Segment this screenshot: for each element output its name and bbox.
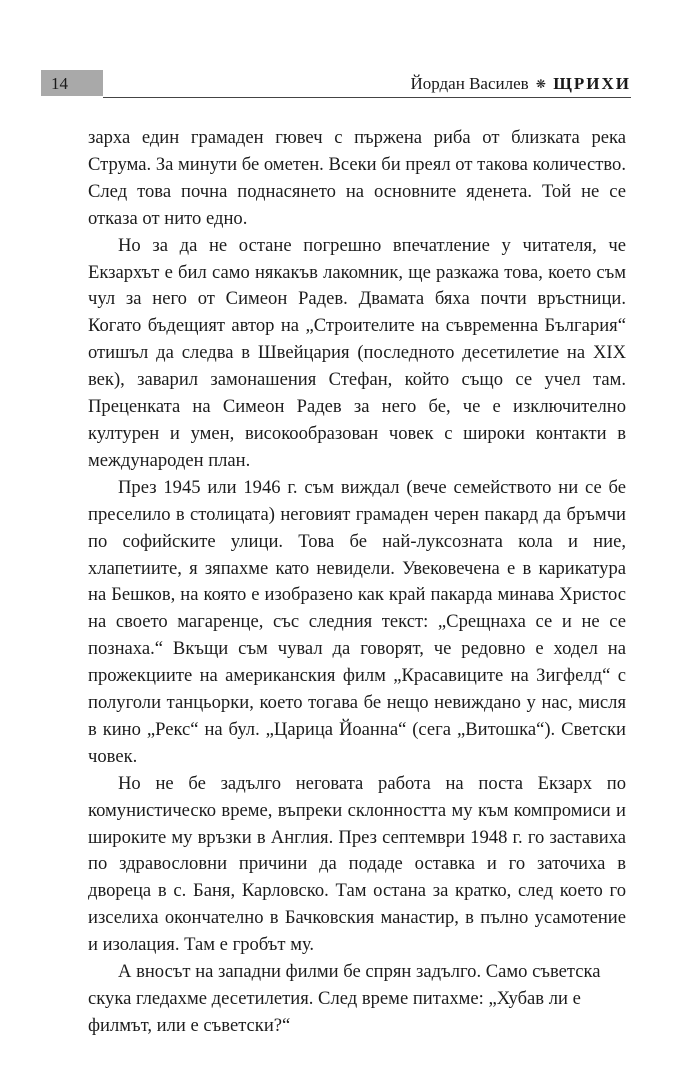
paragraph: Но за да не остане погрешно впечатление у читателя, че Екзархът е бил само някакъв лакомник, ще разкажа това, което съм чул за него от Симеон Радев. Двамата бяха почти връстници. Когато бъдещият автор на „Строителите на съвременна България“ отишъл да следва в Швейцария (последното десетилетие на XIX век), заварил замонашения Стефан, който също се учел там. Преценката на Симеон Радев за него бе, че е изключително културен и умен, високообразован човек с широки контакти в международен план. — [88, 234, 626, 471]
ornament-separator-icon: ❋ — [535, 77, 546, 91]
paragraph: Но не бе задълго неговата работа на поста Екзарх по комунистическо време, въпреки склонността му към компромиси и широките му връзки в Англия. През септември 1948 г. го заставиха по здравословни причини да подаде оставка и го заточиха в двореца в с. Баня, Карловско. Там остана за кратко, след което го изселиха окончателно в Бачковския манастир, в пълно усамотение и изолация. Там е гробът му. — [88, 772, 626, 956]
page-header — [41, 68, 631, 98]
paragraph: А вносът на западни филми бе спрян задълго. Само съветска скука гледахме десетилетия. След време питахме: „Хубав ли е филмът, или е съветски?“ — [88, 961, 601, 1036]
body-text — [88, 125, 626, 1040]
paragraph: зарха един грамаден гювеч с пържена риба от близката река Струма. За минути бе ометен. Всеки би преял от такова количество. След това почна поднасянето на основните яденета. Той не се отказа от нито едно. — [88, 127, 626, 229]
paragraph: През 1945 или 1946 г. съм виждал (вече семейството ни се бе преселило в столицата) неговият грамаден черен пакард да бръмчи по софийските улици. Това бе най-луксозната кола и ние, хлапетиите, я зяпахме като невидели. Увековечена е в карикатура на Бешков, на която е изобразено как край пакарда минава Христос на своето магаренце, със следния текст: „Срещнаха се и не се познаха.“ Вкъщи съм чувал да говорят, че редовно е ходел на прожекциите на американския филм „Красавиците на Зигфелд“ с полуголи танцьорки, което тогава бе нещо невиждано у нас, мисля в кино „Рекс“ на бул. „Царица Йоанна“ (сега „Витошка“). Светски човек. — [88, 476, 626, 767]
series-title: ЩРИХИ — [553, 74, 631, 93]
author-name: Йордан Василев — [410, 74, 529, 93]
page-number: 14 — [51, 74, 68, 93]
running-head — [410, 74, 631, 94]
page-number-box — [41, 70, 103, 96]
header-rule — [103, 97, 631, 98]
